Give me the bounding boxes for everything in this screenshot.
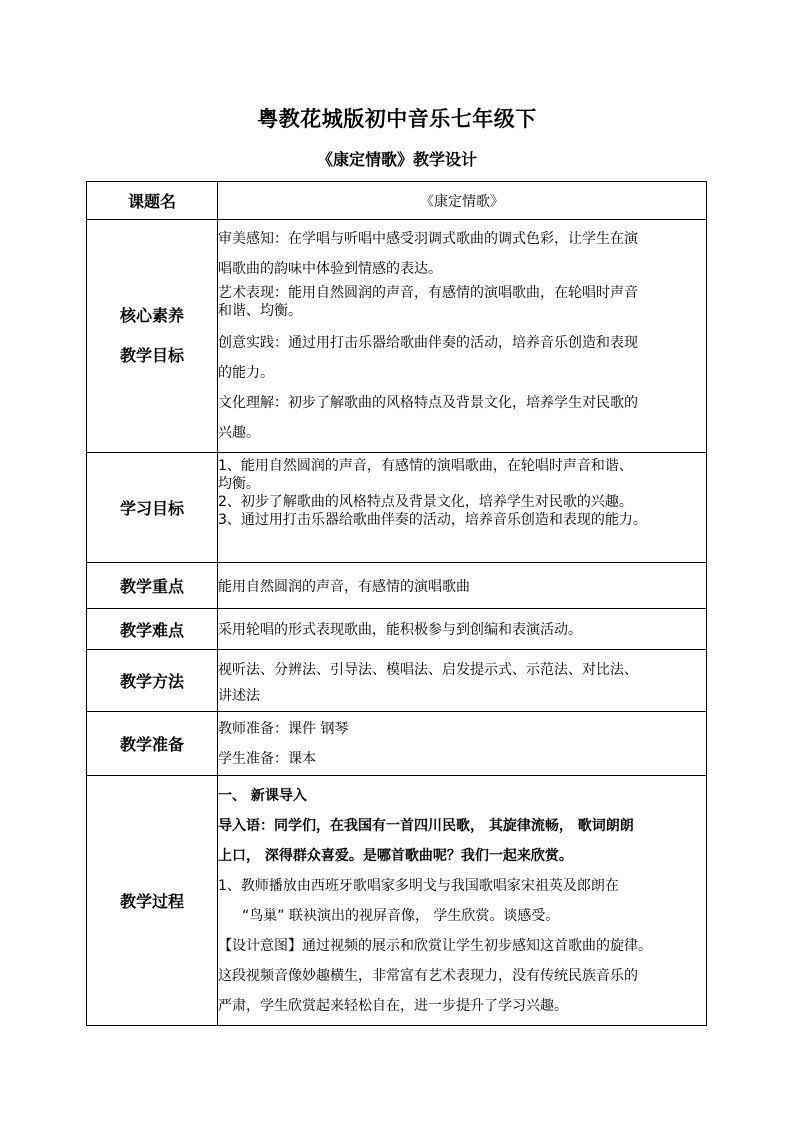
core-line: 和谐、均衡。: [218, 303, 302, 319]
design-intent-line: 这段视频音像妙趣横生，非常富有艺术表现力，没有传统民族音乐的: [218, 967, 638, 984]
core-line: 审美感知：在学唱与听唱中感受羽调式歌曲的调式色彩，让学生在演: [218, 231, 638, 247]
table-row-method: [87, 650, 707, 712]
table-row-difficulty: [87, 609, 707, 650]
method-content: [218, 650, 707, 712]
core-line: 创意实践：通过用打击乐器给歌曲伴奏的活动，培养音乐创造和表现: [218, 335, 638, 351]
process-step-line: “鸟巢” 联袂演出的视屏音像， 学生欣赏。谈感受。: [242, 907, 560, 924]
table-row-topic: [87, 182, 707, 220]
prep-line: 教师准备：课件 钢琴: [218, 720, 349, 737]
process-step-line: 1、教师播放由西班牙歌唱家多明戈与我国歌唱家宋祖英及郎朗在: [218, 877, 619, 894]
table-row-prep: [87, 712, 707, 776]
goal-line: 均衡。: [218, 476, 260, 492]
table-row-process: [87, 776, 707, 1026]
prep-line: 学生准备：课本: [218, 750, 316, 767]
row-label-learning-goals: 学习目标: [87, 453, 218, 563]
table-row-learning-goals: [87, 453, 707, 563]
method-line: 讲述法: [218, 687, 260, 704]
design-intent-line: 严肃，学生欣赏起来轻松自在，进一步提升了学习兴趣。: [218, 997, 568, 1014]
prep-content: [218, 712, 707, 776]
row-label-prep: 教学准备: [87, 712, 218, 776]
design-intent-line: 【设计意图】通过视频的展示和欣赏让学生初步感知这首歌曲的旋律。: [218, 937, 652, 954]
page-title: 粤教花城版初中音乐七年级下: [257, 107, 537, 131]
process-content: [218, 776, 707, 1026]
difficulty-value: 采用轮唱的形式表现歌曲，能积极参与到创编和表演活动。: [218, 609, 707, 650]
row-label-topic: 课题名: [87, 182, 218, 220]
document-subtitle: 《康定情歌》教学设计: [316, 150, 477, 169]
label-line-goals: 教学目标: [119, 346, 184, 365]
table-row-key-point: [87, 563, 707, 609]
topic-value: 《康定情歌》: [218, 182, 707, 220]
goal-line: 3、通过用打击乐器给歌曲伴奏的活动，培养音乐创造和表现的能力。: [218, 512, 647, 528]
core-line: 艺术表现：能用自然圆润的声音，有感情的演唱歌曲，在轮唱时声音: [218, 285, 638, 301]
key-point-value: 能用自然圆润的声音，有感情的演唱歌曲: [218, 563, 707, 609]
process-intro-line: 导入语：同学们，在我国有一首四川民歌， 其旋律流畅， 歌词朗朗: [218, 817, 634, 834]
core-line: 兴趣。: [218, 425, 260, 441]
learning-goals-content: [218, 453, 707, 563]
lesson-plan-table: [86, 181, 707, 1026]
row-label-method: 教学方法: [87, 650, 218, 712]
core-line: 文化理解：初步了解歌曲的风格特点及背景文化，培养学生对民歌的: [218, 395, 638, 411]
process-intro-line: 上口， 深得群众喜爱。是哪首歌曲呢？我们一起来欣赏。: [218, 847, 573, 864]
table-row-core-goals: [87, 220, 707, 453]
method-line: 视听法、分辨法、引导法、模唱法、启发提示式、示范法、对比法、: [218, 661, 638, 678]
row-label-difficulty: 教学难点: [87, 609, 218, 650]
label-line-core: 核心素养: [119, 306, 184, 325]
core-line: 唱歌曲的韵味中体验到情感的表达。: [218, 261, 442, 277]
core-goals-content: [218, 220, 707, 453]
goal-line: 2、初步了解歌曲的风格特点及背景文化，培养学生对民歌的兴趣。: [218, 494, 633, 510]
row-label-process: 教学过程: [87, 776, 218, 1026]
goal-line: 1、能用自然圆润的声音，有感情的演唱歌曲，在轮唱时声音和谐、: [218, 458, 633, 474]
row-label-core-goals: [87, 220, 218, 453]
process-heading: 一、 新课导入: [218, 787, 307, 804]
core-line: 的能力。: [218, 365, 274, 381]
row-label-key-point: 教学重点: [87, 563, 218, 609]
